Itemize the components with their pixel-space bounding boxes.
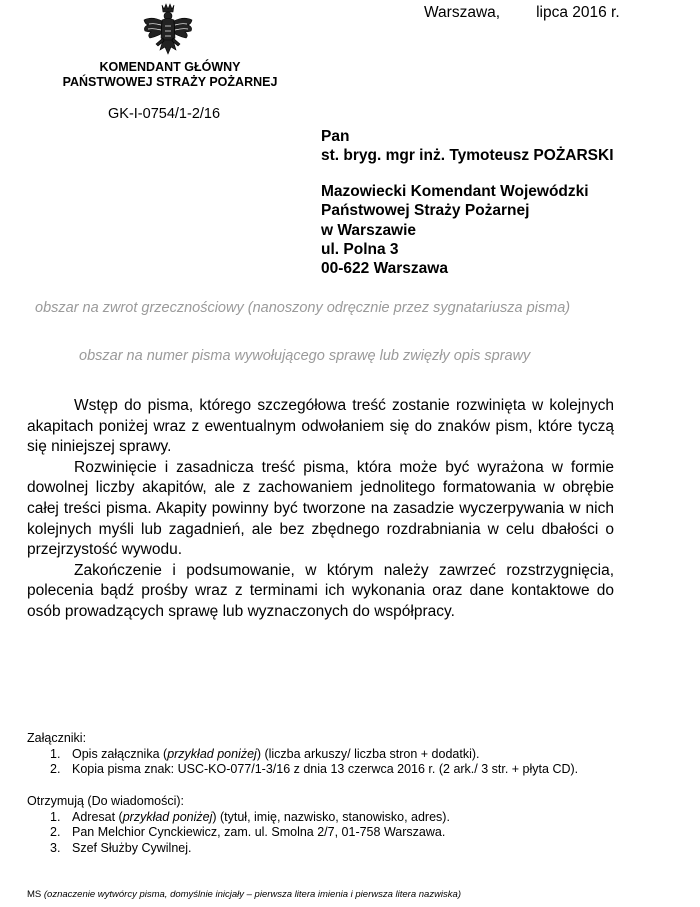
addressee-line: Państwowej Straży Pożarnej	[321, 202, 530, 220]
item-italic: przykład poniżej	[122, 809, 213, 824]
addressee-salutation: Pan	[321, 128, 350, 145]
body-paragraph: Zakończenie i podsumowanie, w którym należy zawrzeć rozstrzygnięcia, polecenia bądź prośby wraz z terminami ich wykonania oraz dane kontaktowe do osób prowadzących sprawę lub wyznaczonych do współpracy.	[27, 561, 614, 620]
place: Warszawa,	[424, 4, 501, 21]
recipients-section	[27, 794, 450, 856]
addressee-line: ul. Polna 3	[321, 241, 399, 259]
addressee-line: 00-622 Warszawa	[321, 260, 448, 278]
item-text: Szef Służby Cywilnej.	[72, 840, 192, 855]
author-footer	[27, 889, 461, 900]
attachments-heading: Załączniki:	[27, 731, 87, 745]
item-text: Kopia pisma znak: USC-KO-077/1-3/16 z dnia 13 czerwca 2016 r. (2 ark./ 3 str. + płyta CD).	[72, 762, 579, 777]
letter-body	[27, 396, 614, 623]
addressee-line: Mazowiecki Komendant Wojewódzki	[321, 182, 589, 200]
item-text-end: ) (tytuł, imię, nazwisko, stanowisko, adres).	[212, 809, 450, 824]
body-paragraph: Wstęp do pisma, którego szczegółowa treść zostanie rozwinięta w kolejnych akapitach poniżej wraz z ewentualnym odwołaniem się do znaków pism, które tyczą się niniejszej sprawy.	[27, 397, 614, 456]
author-note: (oznaczenie wytwórcy pisma, domyślnie inicjały – pierwsza litera imienia i pierwsza litera nazwiska)	[43, 889, 461, 900]
item-italic: przykład poniżej	[167, 746, 257, 761]
attachments-list	[27, 747, 578, 778]
sender-organization: PAŃSTWOWEJ STRAŻY POŻARNEJ	[62, 75, 278, 89]
date: lipca 2016 r.	[536, 4, 620, 21]
place-date	[424, 4, 620, 22]
body-paragraph: Rozwinięcie i zasadnicza treść pisma, która może być wyrażona w formie dowolnej liczby akapitów, ale z zachowaniem jednolitego formatowania w obrębie całej treści pisma. Akapity powinny być tworzone na zasadzie wyczerpywania w nich kolejnych myśli lub zagadnień, ale bez zbędnego rozdrabniania w celu dbałości o przejrzystość wywodu.	[27, 458, 614, 559]
list-item: 1. Adresat (przykład poniżej) (tytuł, imię, nazwisko, stanowisko, adres).	[50, 809, 450, 824]
item-text-end: ) (liczba arkuszy/ liczba stron + dodatki).	[256, 746, 480, 761]
list-item: 3. Szef Służby Cywilnej.	[50, 840, 192, 855]
addressee-block	[321, 127, 614, 279]
list-item: 2. Kopia pisma znak: USC-KO-077/1-3/16 z dnia 13 czerwca 2016 r. (2 ark./ 3 str. + płyta CD).	[50, 762, 579, 777]
list-item: 2. Pan Melchior Cynckiewicz, zam. ul. Smolna 2/7, 01-758 Warszawa.	[50, 825, 446, 840]
courtesy-hint: obszar na zwrot grzecznościowy (nanoszony odręcznie przez sygnatariusza pisma)	[35, 300, 571, 316]
item-text: Adresat (	[72, 809, 123, 824]
document-signature-code: GK-I-0754/1-2/16	[108, 106, 221, 122]
sender-title: KOMENDANT GŁÓWNY	[99, 60, 241, 74]
recipients-heading: Otrzymują (Do wiadomości):	[27, 794, 184, 808]
addressee-name: st. bryg. mgr inż. Tymoteusz POŻARSKI	[321, 147, 614, 165]
reference-hint: obszar na numer pisma wywołującego sprawę lub zwięzły opis sprawy	[79, 348, 531, 364]
list-item: 1. Opis załącznika (przykład poniżej) (liczba arkuszy/ liczba stron + dodatki).	[50, 746, 480, 761]
attachments-section	[27, 731, 578, 778]
recipients-list	[27, 810, 450, 857]
addressee-line: w Warszawie	[321, 221, 417, 239]
sender-block	[40, 60, 300, 90]
author-initials: MS	[27, 889, 42, 900]
item-text: Opis załącznika (	[72, 746, 168, 761]
polish-eagle-emblem-icon	[140, 2, 196, 60]
item-text: Pan Melchior Cynckiewicz, zam. ul. Smolna 2/7, 01-758 Warszawa.	[72, 825, 446, 840]
